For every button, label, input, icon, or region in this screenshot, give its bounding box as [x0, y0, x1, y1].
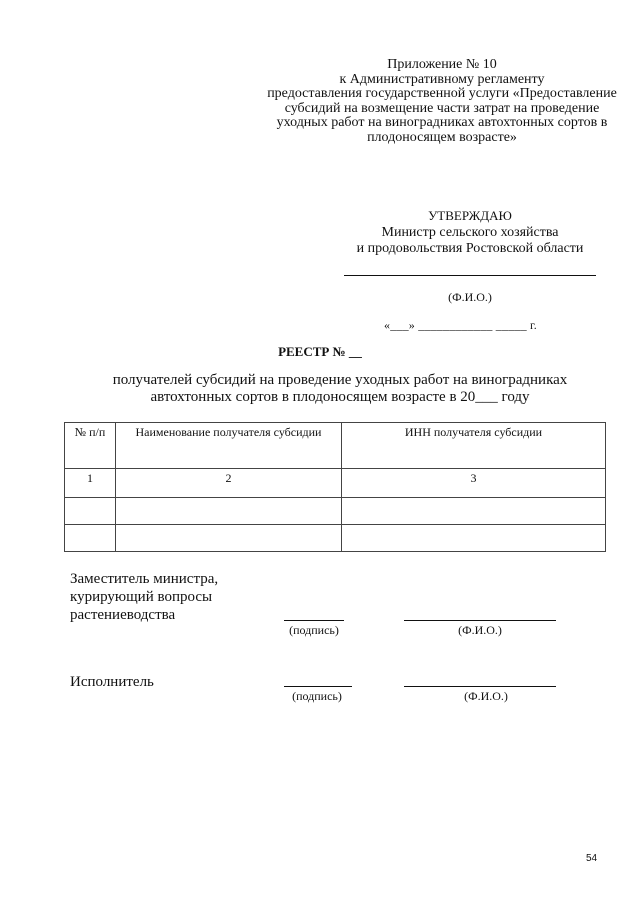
subtitle-line: получателей субсидий на проведение уходных работ на виноградниках	[112, 372, 568, 388]
document-title: РЕЕСТР № __	[278, 344, 362, 359]
table-cell	[342, 498, 606, 525]
header-cell-name: Наименование получателя субсидии	[116, 423, 342, 469]
approval-stamp: УТВЕРЖДАЮ	[428, 208, 512, 223]
table-header-row	[65, 423, 606, 469]
approval-position: и продовольствия Ростовской области	[356, 241, 584, 256]
table-cell: 2	[116, 469, 342, 498]
table-cell: 1	[65, 469, 116, 498]
deputy-signature-line	[284, 620, 344, 621]
deputy-role-line: растениеводства	[70, 607, 176, 623]
approval-position: Министр сельского хозяйства	[381, 224, 559, 240]
appendix-line: предоставления государственной услуги «Предоставление	[267, 86, 617, 101]
appendix-line: к Административному регламенту	[339, 71, 545, 87]
executor-fio-caption: (Ф.И.О.)	[464, 689, 508, 703]
approval-block	[300, 208, 640, 258]
deputy-fio-line	[404, 620, 556, 621]
header-cell-inn: ИНН получателя субсидии	[342, 423, 606, 469]
document-subtitle	[60, 372, 620, 406]
table-cell: 3	[342, 469, 606, 498]
table-row	[65, 498, 606, 525]
header-cell-number: № п/п	[65, 423, 116, 469]
executor-signature-caption: (подпись)	[292, 689, 342, 703]
subtitle-line: автохтонных сортов в плодоносящем возрасте в 20___ году	[150, 389, 530, 405]
table-cell	[116, 498, 342, 525]
approval-fio-caption: (Ф.И.О.)	[448, 290, 492, 304]
page-number: 54	[586, 853, 598, 864]
deputy-fio-caption: (Ф.И.О.)	[458, 623, 502, 637]
appendix-line: плодоносящем возрасте»	[367, 129, 517, 145]
table-cell	[342, 525, 606, 552]
appendix-line: Приложение № 10	[387, 57, 497, 72]
table-cell	[116, 525, 342, 552]
table-cell	[65, 498, 116, 525]
registry-table	[64, 422, 606, 552]
executor-role: Исполнитель	[70, 674, 154, 690]
executor-signature-line	[284, 686, 352, 687]
appendix-line: уходных работ на виноградниках автохтонных сортов в	[276, 115, 608, 130]
deputy-signature-caption: (подпись)	[289, 623, 339, 637]
table-cell	[65, 525, 116, 552]
table-row	[65, 525, 606, 552]
table-row	[65, 469, 606, 498]
appendix-block	[248, 58, 636, 145]
appendix-line: субсидий на возмещение части затрат на проведение	[284, 100, 600, 116]
executor-fio-line	[404, 686, 556, 687]
deputy-role-line: курирующий вопросы	[70, 589, 213, 605]
approval-date: «___» ____________ _____ г.	[384, 318, 537, 332]
deputy-role	[70, 570, 218, 624]
deputy-role-line: Заместитель министра,	[70, 571, 219, 587]
approval-signature-line	[344, 275, 596, 276]
